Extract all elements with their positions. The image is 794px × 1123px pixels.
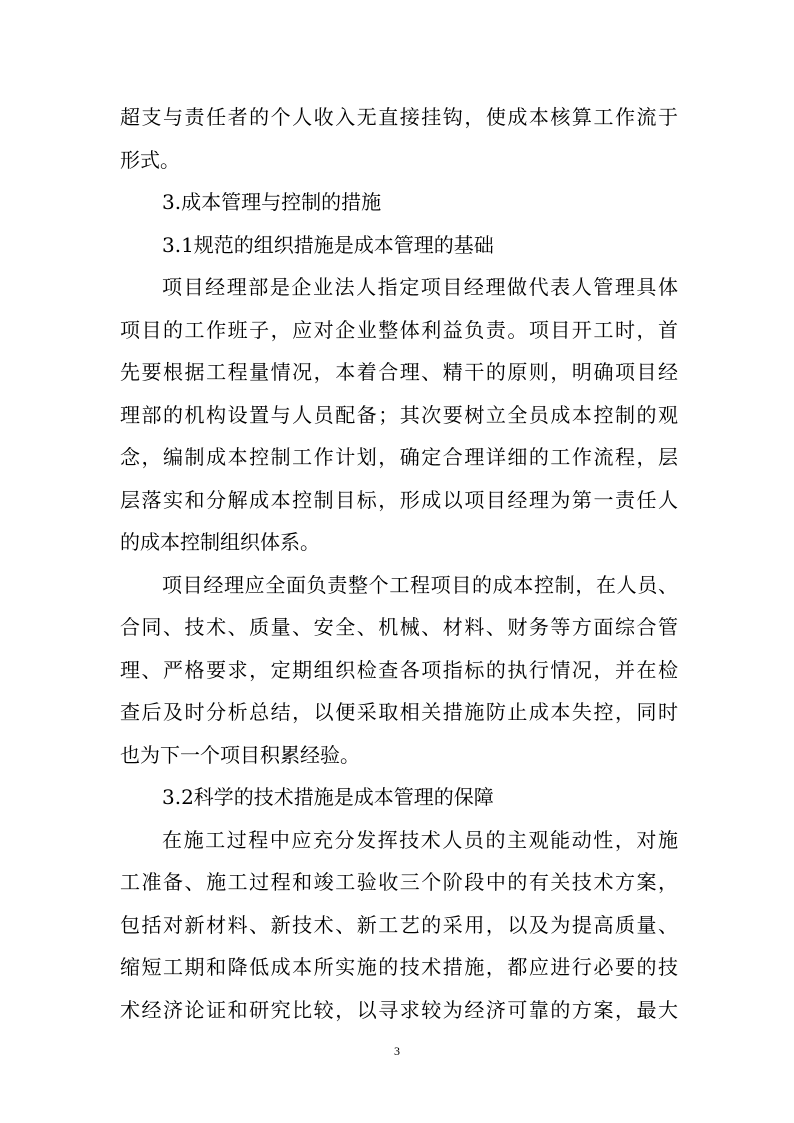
text-line: 项目经理应全面负责整个工程项目的成本控制，在人员、 [162,573,678,597]
text-line: 的成本控制组织体系。 [120,530,320,554]
text-line: 在施工过程中应充分发挥技术人员的主观能动性，对施 [162,828,678,852]
section-heading: 3.成本管理与控制的措施 [162,190,382,214]
text-line: 术经济论证和研究比较，以寻求较为经济可靠的方案，最大 [120,998,678,1022]
text-line: 项目的工作班子，应对企业整体利益负责。项目开工时，首 [120,318,678,342]
page-number: 3 [394,1044,400,1058]
text-line: 理、严格要求，定期组织检查各项指标的执行情况，并在检 [120,658,678,682]
text-line: 查后及时分析总结，以便采取相关措施防止成本失控，同时 [120,700,678,724]
text-line: 工准备、施工过程和竣工验收三个阶段中的有关技术方案， [120,870,678,894]
text-line: 理部的机构设置与人员配备；其次要树立全员成本控制的观 [120,403,678,427]
text-line: 层落实和分解成本控制目标，形成以项目经理为第一责任人 [120,488,678,512]
text-line: 合同、技术、质量、安全、机械、材料、财务等方面综合管 [120,615,678,639]
subsection-heading: 3.1规范的组织措施是成本管理的基础 [162,233,494,257]
text-line: 包括对新材料、新技术、新工艺的采用，以及为提高质量、 [120,913,678,937]
subsection-heading: 3.2科学的技术措施是成本管理的保障 [162,785,494,809]
text-line: 超支与责任者的个人收入无直接挂钩，使成本核算工作流于 [120,105,678,129]
text-line: 先要根据工程量情况，本着合理、精干的原则，明确项目经 [120,360,678,384]
text-line: 项目经理部是企业法人指定项目经理做代表人管理具体 [162,275,678,299]
text-line: 形式。 [120,148,180,172]
text-line: 念，编制成本控制工作计划，确定合理详细的工作流程，层 [120,445,678,469]
text-line: 缩短工期和降低成本所实施的技术措施，都应进行必要的技 [120,955,678,979]
text-line: 也为下一个项目积累经验。 [120,743,360,767]
